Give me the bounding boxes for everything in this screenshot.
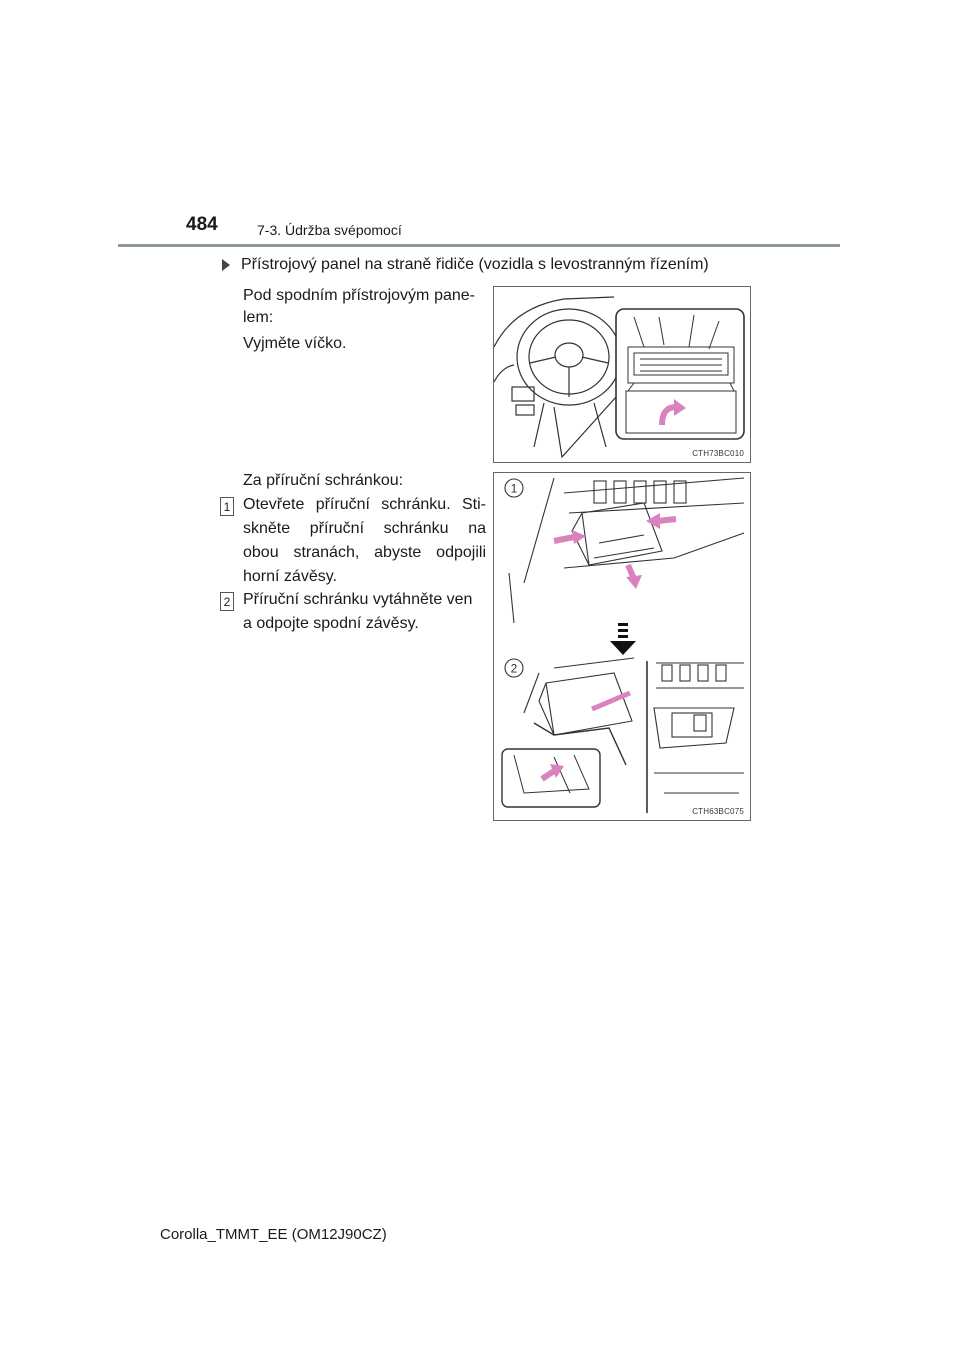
triangle-bullet-icon [222,259,230,271]
step-number-2: 2 [220,592,234,611]
page-number: 484 [186,214,218,235]
step1-line1: Otevřete příruční schránku. Sti- [243,496,486,513]
block2-intro: Za příruční schránkou: [243,472,404,489]
section-title: 7-3. Údržba svépomocí [257,222,402,238]
footer-doc-id: Corolla_TMMT_EE (OM12J90CZ) [160,1226,387,1243]
figure-instrument-panel [493,286,751,463]
block1-line3: Vyjměte víčko. [243,335,347,352]
step1-line2: skněte příruční schránku na [243,520,486,537]
callout-1: 1 [510,481,518,496]
block1-line2: lem: [243,309,274,326]
step1-line3: obou stranách, abyste odpojili [243,544,486,561]
figure-code-2: CTH63BC075 [692,807,744,816]
callout-2: 2 [510,661,518,676]
step2-line1: Příruční schránku vytáhněte ven [243,591,473,608]
header-rule [118,244,840,247]
block1-line1: Pod spodním přístrojovým pane- [243,287,475,304]
figure-glove-box [493,472,751,821]
figure-code-1: CTH73BC010 [692,449,744,458]
step1-line4: horní závěsy. [243,568,337,585]
step2-line2: a odpojte spodní závěsy. [243,615,419,632]
instrument-panel-illustration [494,287,750,462]
step-number-1: 1 [220,497,234,516]
glove-box-illustration [494,473,750,820]
bullet-heading [222,256,709,274]
bullet-heading-text: Přístrojový panel na straně řidiče (vozidla s levostranným řízením) [241,256,709,273]
